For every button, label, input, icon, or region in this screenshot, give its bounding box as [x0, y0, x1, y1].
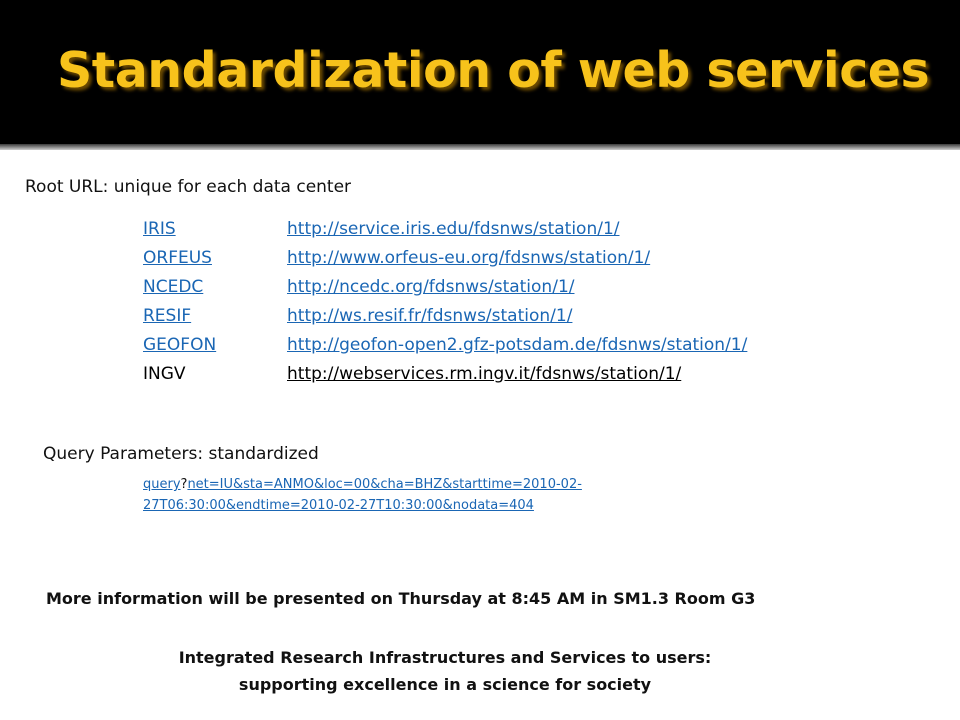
query-parameters-label: Query Parameters: standardized [43, 444, 319, 464]
data-center-row [143, 272, 747, 301]
data-center-url: http://webservices.rm.ingv.it/fdsnws/station/1/ [287, 363, 682, 384]
data-center-name-link[interactable]: GEOFON [143, 334, 217, 355]
footer-line-2: supporting excellence in a science for society [238, 675, 652, 694]
query-params-link[interactable] [143, 477, 582, 513]
data-center-name-link[interactable]: ORFEUS [143, 247, 212, 268]
data-center-row [143, 330, 747, 359]
data-center-url-link[interactable]: http://ncedc.org/fdsnws/station/1/ [287, 276, 575, 297]
query-params-line1: net=IU&sta=ANMO&loc=00&cha=BHZ&starttime=2010-02- [187, 477, 582, 492]
root-url-label: Root URL: unique for each data center [25, 177, 352, 197]
data-center-row [143, 359, 747, 388]
query-method-link[interactable]: query [143, 477, 181, 492]
data-center-row [143, 301, 747, 330]
data-center-url-link[interactable]: http://geofon-open2.gfz-potsdam.de/fdsnws/station/1/ [287, 334, 748, 355]
data-center-name-link[interactable]: RESIF [143, 305, 192, 326]
query-params-line2: 27T06:30:00&endtime=2010-02-27T10:30:00&nodata=404 [143, 498, 534, 513]
example-query-url [143, 474, 663, 516]
data-center-name-link[interactable]: NCEDC [143, 276, 204, 297]
slide-title: Standardization of web services [57, 42, 930, 99]
query-separator: ? [180, 477, 188, 492]
data-center-row [143, 214, 747, 243]
data-center-url-link[interactable]: http://service.iris.edu/fdsnws/station/1/ [287, 218, 620, 239]
data-center-table [143, 214, 747, 388]
data-center-name-link[interactable]: IRIS [143, 218, 176, 239]
data-center-row [143, 243, 747, 272]
title-bar [0, 0, 960, 150]
data-center-name: INGV [143, 363, 186, 384]
footer-line-1: Integrated Research Infrastructures and Services to users: [178, 648, 712, 667]
footer-tagline [0, 644, 890, 698]
data-center-url-link[interactable]: http://www.orfeus-eu.org/fdsnws/station/1/ [287, 247, 651, 268]
more-info-text: More information will be presented on Thursday at 8:45 AM in SM1.3 Room G3 [46, 589, 756, 608]
data-center-url-link[interactable]: http://ws.resif.fr/fdsnws/station/1/ [287, 305, 573, 326]
